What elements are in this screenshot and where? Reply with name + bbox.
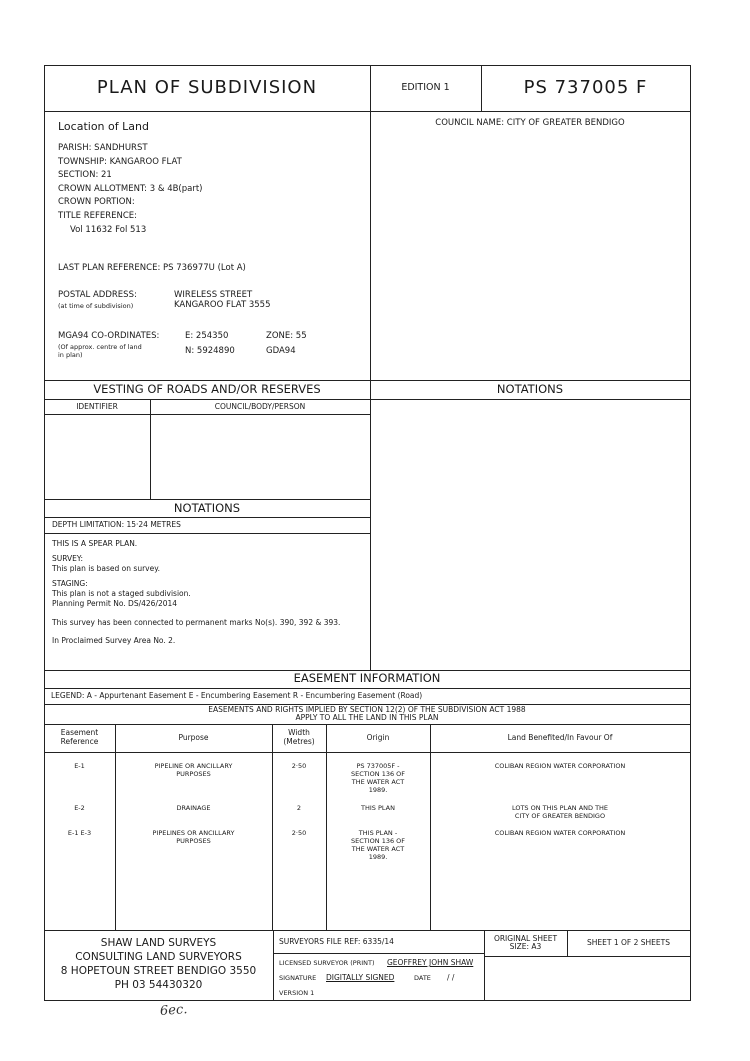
- benefited-cell: CITY OF GREATER BENDIGO: [514, 812, 606, 820]
- firm-phone: PH 03 54430320: [114, 979, 203, 991]
- firm-address: 8 HOPETOUN STREET BENDIGO 3550: [60, 965, 257, 977]
- width-cell: 2: [296, 804, 302, 812]
- original-sheet-size: SIZE: A3: [509, 942, 542, 951]
- planning-permit: Planning Permit No. DS/426/2014: [52, 599, 178, 608]
- col-width-line1: Width: [288, 728, 310, 737]
- postal-address-line2: KANGAROO FLAT 3555: [174, 300, 271, 310]
- original-sheet-line1: ORIGINAL SHEET: [493, 934, 558, 943]
- origin-cell: SECTION 136 OF: [350, 837, 406, 845]
- vesting-heading: VESTING OF ROADS AND/OR RESERVES: [93, 382, 321, 396]
- notations-right-heading: NOTATIONS: [496, 382, 564, 396]
- easting: E: 254350: [185, 331, 229, 341]
- postal-address-line1: WIRELESS STREET: [174, 290, 253, 300]
- township: TOWNSHIP: KANGAROO FLAT: [58, 156, 182, 167]
- benefited-cell: COLIBAN REGION WATER CORPORATION: [494, 762, 626, 770]
- permanent-marks: This survey has been connected to permanent marks No(s). 390, 392 & 393.: [52, 618, 341, 627]
- postal-address-label: POSTAL ADDRESS:: [58, 290, 137, 300]
- staging-heading: STAGING:: [52, 579, 88, 588]
- reference-cell: E-1: [74, 762, 85, 770]
- location-heading: Location of Land: [58, 120, 149, 133]
- crown-portion: CROWN PORTION:: [58, 197, 135, 208]
- title-reference-label: TITLE REFERENCE:: [58, 210, 138, 221]
- northing: N: 5924890: [185, 346, 235, 356]
- purpose-cell: PURPOSES: [176, 770, 211, 778]
- vesting-col-identifier: IDENTIFIER: [76, 402, 118, 411]
- survey-text: This plan is based on survey.: [52, 564, 160, 573]
- purpose-cell: DRAINAGE: [176, 804, 211, 812]
- spear-plan: THIS IS A SPEAR PLAN.: [52, 539, 138, 548]
- col-origin: Origin: [366, 733, 390, 742]
- version: VERSION 1: [279, 989, 315, 997]
- depth-limitation: DEPTH LIMITATION: 15·24 METRES: [52, 520, 181, 529]
- title-reference-value: Vol 11632 Fol 513: [70, 225, 147, 235]
- section: SECTION: 21: [58, 170, 112, 181]
- staging-text: This plan is not a staged subdivision.: [52, 589, 191, 598]
- width-cell: 2·50: [291, 762, 307, 770]
- col-reference-line1: Easement: [60, 728, 99, 737]
- plan-number: PS 737005 F: [523, 77, 648, 98]
- origin-cell: THIS PLAN -: [358, 829, 398, 837]
- width-cell: 2·50: [291, 829, 307, 837]
- crown-allotment: CROWN ALLOTMENT: 3 & 4B(part): [58, 183, 203, 194]
- datum: GDA94: [266, 346, 296, 356]
- plan-title: PLAN OF SUBDIVISION: [96, 77, 318, 98]
- mga-note-line1: (Of approx. centre of land: [58, 343, 142, 351]
- implied-easements-line1: EASEMENTS AND RIGHTS IMPLIED BY SECTION 12(2) OF THE SUBDIVISION ACT 1988: [208, 705, 526, 714]
- origin-cell: PS 737005F -: [356, 762, 400, 770]
- purpose-cell: PIPELINE OR ANCILLARY: [154, 762, 233, 770]
- origin-cell: THE WATER ACT: [351, 778, 405, 786]
- origin-cell: SECTION 136 OF: [350, 770, 406, 778]
- col-reference-line2: Reference: [60, 737, 99, 746]
- vesting-col-council: COUNCIL/BODY/PERSON: [214, 402, 306, 411]
- benefited-cell: COLIBAN REGION WATER CORPORATION: [494, 829, 626, 837]
- surveyors-file-ref: SURVEYORS FILE REF: 6335/14: [279, 937, 394, 946]
- easement-legend: LEGEND: A - Appurtenant Easement E - Encumbering Easement R - Encumbering Easement (Road): [51, 691, 423, 700]
- origin-cell: 1989.: [368, 853, 388, 861]
- origin-cell: 1989.: [368, 786, 388, 794]
- parish: PARISH: SANDHURST: [58, 143, 148, 153]
- firm-name: SHAW LAND SURVEYS: [100, 937, 217, 949]
- col-benefited: Land Benefited/In Favour Of: [507, 733, 613, 742]
- easement-heading: EASEMENT INFORMATION: [293, 671, 441, 685]
- purpose-cell: PURPOSES: [176, 837, 211, 845]
- council-name: COUNCIL NAME: CITY OF GREATER BENDIGO: [435, 118, 625, 128]
- postal-address-note: (at time of subdivision): [58, 302, 134, 310]
- col-width-line2: (Metres): [283, 737, 315, 746]
- date-label: DATE: [414, 974, 431, 982]
- survey-heading: SURVEY:: [52, 554, 84, 563]
- implied-easements-line2: APPLY TO ALL THE LAND IN THIS PLAN: [295, 713, 439, 722]
- benefited-cell: LOTS ON THIS PLAN AND THE: [511, 804, 609, 812]
- sheet-count: SHEET 1 OF 2 SHEETS: [587, 938, 670, 947]
- edition-label: EDITION 1: [401, 82, 450, 93]
- signature-label: SIGNATURE: [279, 974, 317, 982]
- reference-cell: E-2: [74, 804, 85, 812]
- mga-note-line2: in plan): [58, 351, 83, 359]
- purpose-cell: PIPELINES OR ANCILLARY: [152, 829, 235, 837]
- origin-cell: THE WATER ACT: [351, 845, 405, 853]
- zone: ZONE: 55: [266, 331, 307, 341]
- mga-label: MGA94 CO-ORDINATES:: [58, 331, 160, 341]
- notations-heading: NOTATIONS: [173, 501, 241, 515]
- signature-value: DIGITALLY SIGNED: [326, 973, 395, 982]
- proclaimed-area: In Proclaimed Survey Area No. 2.: [52, 636, 176, 645]
- col-purpose: Purpose: [178, 733, 209, 742]
- surveyor-name: GEOFFREY JOHN SHAW: [387, 958, 474, 967]
- surveyor-label: LICENSED SURVEYOR (PRINT): [279, 959, 375, 967]
- origin-cell: THIS PLAN: [361, 804, 395, 812]
- handwritten-note: 6ec.: [159, 1002, 188, 1019]
- firm-line2: CONSULTING LAND SURVEYORS: [75, 951, 242, 963]
- date-value: / /: [447, 973, 455, 982]
- reference-cell: E-1 E-3: [67, 829, 92, 837]
- last-plan-reference: LAST PLAN REFERENCE: PS 736977U (Lot A): [58, 263, 246, 273]
